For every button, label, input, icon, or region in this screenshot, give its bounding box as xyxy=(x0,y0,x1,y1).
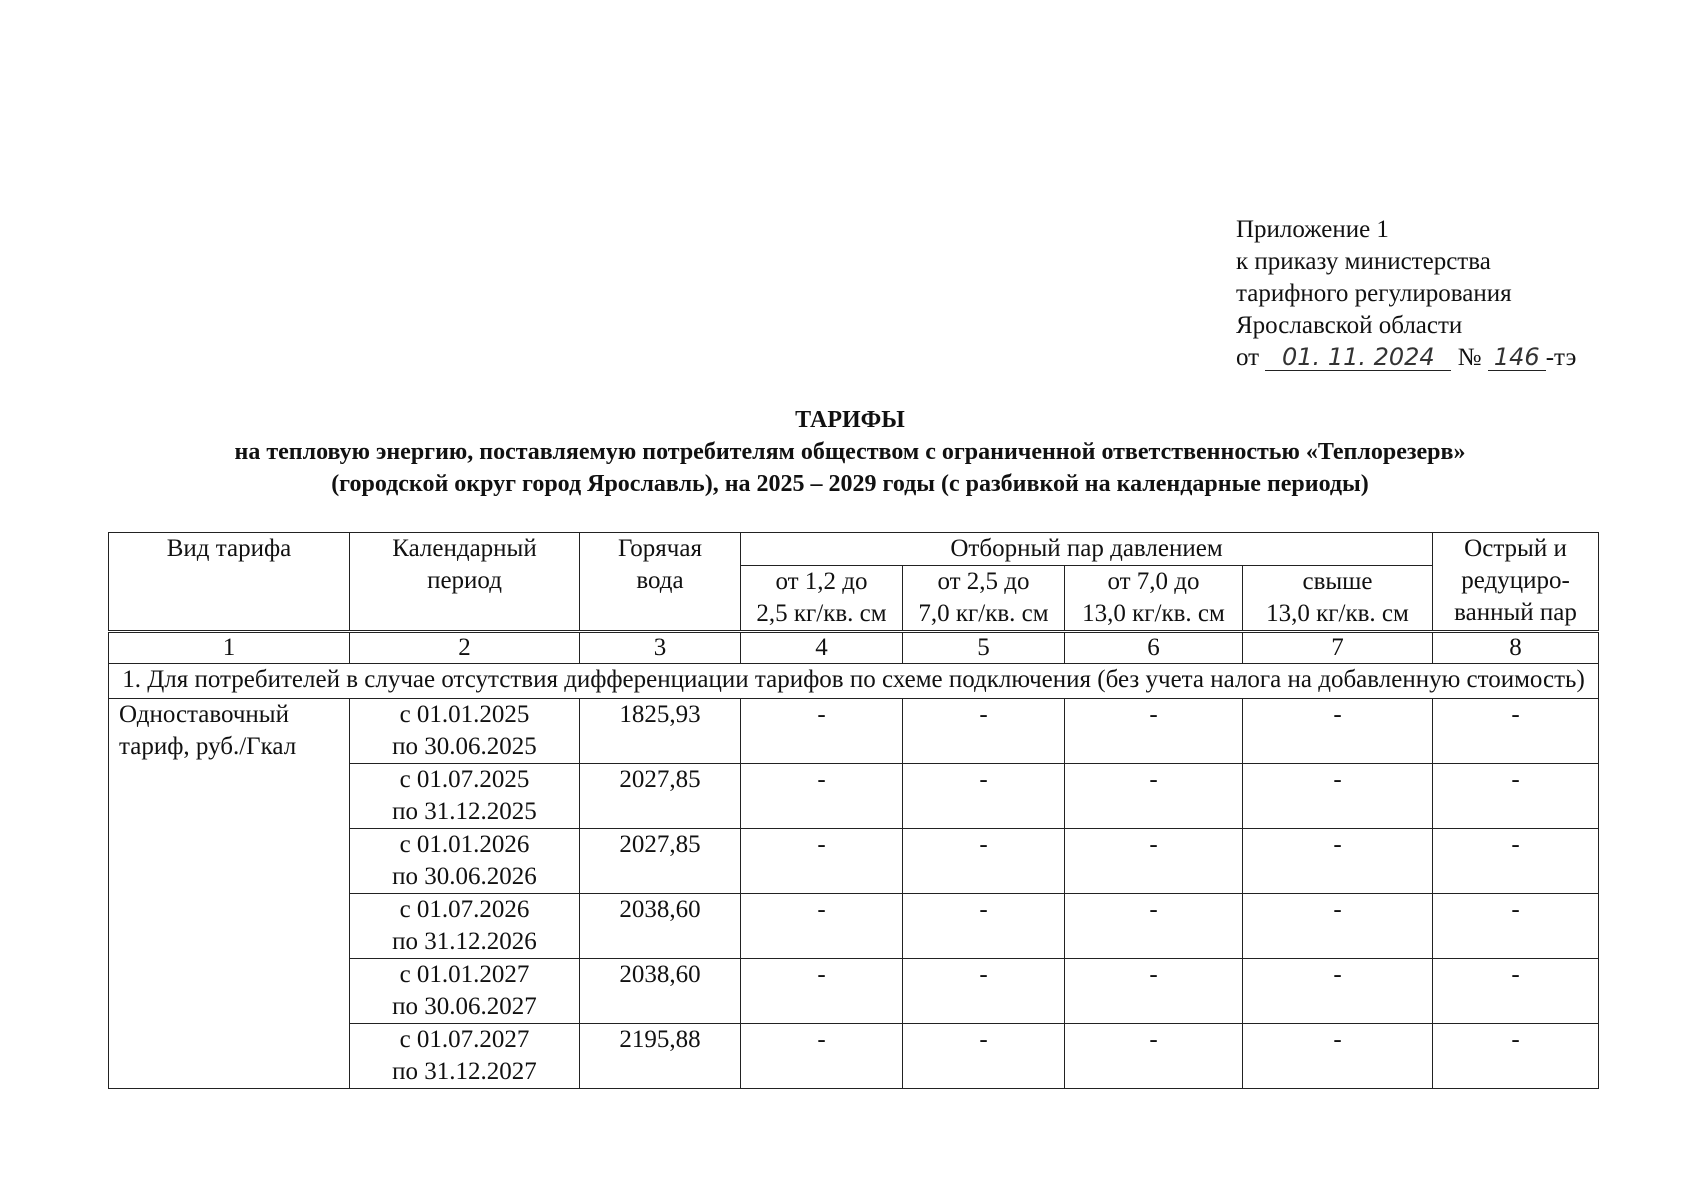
pressure-3-value: - xyxy=(1065,959,1243,1024)
column-number-row xyxy=(109,632,1599,664)
pressure-3-value: - xyxy=(1065,1024,1243,1089)
header-pressure-4 xyxy=(1243,566,1433,632)
period-to: по 30.06.2027 xyxy=(392,993,537,1020)
hot-water-value: 1825,93 xyxy=(580,699,741,764)
hot-water-value: 2027,85 xyxy=(580,829,741,894)
pressure-4-value: - xyxy=(1243,829,1433,894)
header-text: от 1,2 до xyxy=(775,568,868,595)
period-cell xyxy=(350,764,580,829)
period-to: по 30.06.2026 xyxy=(392,863,537,890)
header-text: Вид тарифа xyxy=(166,535,292,562)
header-tariff-type xyxy=(109,533,350,632)
header-text: 7,0 кг/кв. см xyxy=(918,600,1049,627)
tariff-type-cell xyxy=(109,699,350,1089)
period-to: по 30.06.2025 xyxy=(392,733,537,760)
column-number: 1 xyxy=(109,632,350,664)
pressure-3-value: - xyxy=(1065,894,1243,959)
sharp-steam-value: - xyxy=(1433,699,1599,764)
pressure-4-value: - xyxy=(1243,764,1433,829)
order-suffix: -тэ xyxy=(1545,344,1577,371)
hot-water-value: 2038,60 xyxy=(580,959,741,1024)
title-subtitle-line: на тепловую энергию, поставляемую потребителям обществом с ограниченной ответственностью «Теплорезерв» xyxy=(234,439,1466,465)
appendix-line: к приказу министерства xyxy=(1236,248,1491,275)
period-to: по 31.12.2025 xyxy=(392,798,537,825)
header-text: Календарный xyxy=(392,535,537,562)
hot-water-value: 2195,88 xyxy=(580,1024,741,1089)
pressure-4-value: - xyxy=(1243,1024,1433,1089)
section-row xyxy=(109,664,1599,699)
period-from: с 01.07.2025 xyxy=(399,766,530,793)
appendix-line: Приложение 1 xyxy=(1236,216,1389,243)
period-from: с 01.01.2025 xyxy=(399,701,530,728)
pressure-3-value: - xyxy=(1065,829,1243,894)
period-cell xyxy=(350,894,580,959)
header-hot-water xyxy=(580,533,741,632)
header-text: Острый и xyxy=(1464,535,1567,562)
header-text: Горячая xyxy=(618,535,702,562)
sharp-steam-value: - xyxy=(1433,959,1599,1024)
header-sharp-steam xyxy=(1433,533,1599,632)
period-from: с 01.07.2027 xyxy=(399,1026,530,1053)
period-cell xyxy=(350,959,580,1024)
header-pressure-3 xyxy=(1065,566,1243,632)
sharp-steam-value: - xyxy=(1433,1024,1599,1089)
pressure-1-value: - xyxy=(741,699,903,764)
pressure-4-value: - xyxy=(1243,959,1433,1024)
column-number: 3 xyxy=(580,632,741,664)
period-to: по 31.12.2027 xyxy=(392,1058,537,1085)
column-number: 6 xyxy=(1065,632,1243,664)
hot-water-value: 2027,85 xyxy=(580,764,741,829)
order-number-handwritten: 146 xyxy=(1488,344,1546,371)
section-title: 1. Для потребителей в случае отсутствия дифференциации тарифов по схеме подключения (без учета налога на добавленную стоимость) xyxy=(109,664,1599,699)
sharp-steam-value: - xyxy=(1433,829,1599,894)
pressure-3-value: - xyxy=(1065,699,1243,764)
appendix-line: тарифного регулирования xyxy=(1236,280,1512,307)
document-title xyxy=(100,404,1600,500)
header-text: от 2,5 до xyxy=(937,568,1030,595)
header-text: ванный пар xyxy=(1454,599,1577,626)
header-text: период xyxy=(427,567,502,594)
pressure-2-value: - xyxy=(903,1024,1065,1089)
pressure-4-value: - xyxy=(1243,699,1433,764)
tariff-table xyxy=(108,532,1599,1089)
period-cell xyxy=(350,699,580,764)
hot-water-value: 2038,60 xyxy=(580,894,741,959)
pressure-2-value: - xyxy=(903,829,1065,894)
appendix-line: Ярославской области xyxy=(1236,312,1463,339)
header-text: 13,0 кг/кв. см xyxy=(1266,600,1409,627)
table-row xyxy=(109,699,1599,764)
appendix-order-line xyxy=(1236,342,1576,374)
pressure-1-value: - xyxy=(741,959,903,1024)
pressure-2-value: - xyxy=(903,894,1065,959)
header-calendar-period xyxy=(350,533,580,632)
column-number: 5 xyxy=(903,632,1065,664)
period-to: по 31.12.2026 xyxy=(392,928,537,955)
header-text: редуциро- xyxy=(1461,567,1570,594)
title-subtitle-line: (городской округ город Ярославль), на 2025 – 2029 годы (с разбивкой на календарные периоды) xyxy=(331,471,1369,497)
period-cell xyxy=(350,1024,580,1089)
column-number: 7 xyxy=(1243,632,1433,664)
period-from: с 01.01.2027 xyxy=(399,961,530,988)
order-date-handwritten: 01. 11. 2024 xyxy=(1265,344,1451,371)
number-sign: № xyxy=(1457,344,1482,371)
from-prefix: от xyxy=(1236,344,1260,371)
tariff-type-text: Одноставочный xyxy=(119,701,289,728)
header-text: свыше xyxy=(1302,568,1373,595)
header-pressure-1 xyxy=(741,566,903,632)
sharp-steam-value: - xyxy=(1433,764,1599,829)
header-text: вода xyxy=(636,567,684,594)
pressure-1-value: - xyxy=(741,894,903,959)
pressure-1-value: - xyxy=(741,764,903,829)
pressure-1-value: - xyxy=(741,829,903,894)
period-from: с 01.07.2026 xyxy=(399,896,530,923)
pressure-2-value: - xyxy=(903,764,1065,829)
sharp-steam-value: - xyxy=(1433,894,1599,959)
title-main: ТАРИФЫ xyxy=(795,407,905,433)
appendix-block xyxy=(1236,214,1576,374)
pressure-2-value: - xyxy=(903,699,1065,764)
column-number: 8 xyxy=(1433,632,1599,664)
column-number: 2 xyxy=(350,632,580,664)
header-text: 2,5 кг/кв. см xyxy=(756,600,887,627)
header-extraction-steam: Отборный пар давлением xyxy=(741,533,1433,566)
pressure-3-value: - xyxy=(1065,764,1243,829)
pressure-4-value: - xyxy=(1243,894,1433,959)
period-cell xyxy=(350,829,580,894)
header-pressure-2 xyxy=(903,566,1065,632)
period-from: с 01.01.2026 xyxy=(399,831,530,858)
column-number: 4 xyxy=(741,632,903,664)
pressure-1-value: - xyxy=(741,1024,903,1089)
tariff-type-text: тариф, руб./Гкал xyxy=(119,733,297,760)
header-text: от 7,0 до xyxy=(1107,568,1200,595)
header-text: 13,0 кг/кв. см xyxy=(1082,600,1225,627)
pressure-2-value: - xyxy=(903,959,1065,1024)
